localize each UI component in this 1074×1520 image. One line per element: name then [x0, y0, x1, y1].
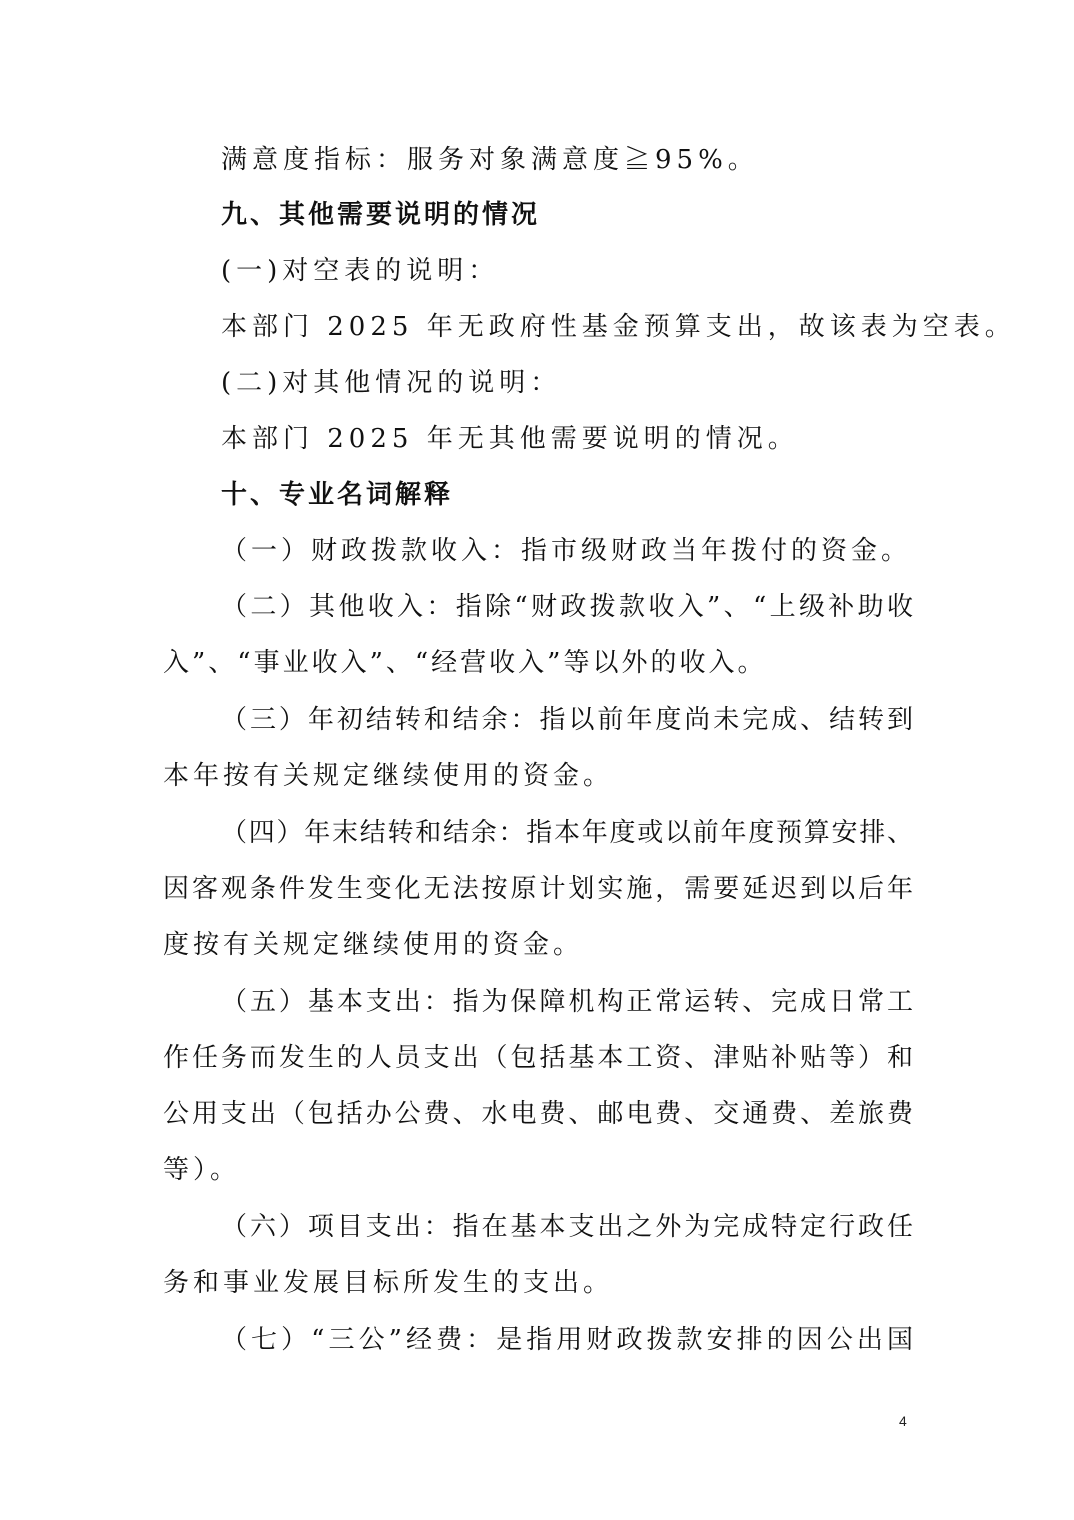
- term-4-line-1: （四）年末结转和结余：指本年度或以前年度预算安排、: [221, 818, 913, 848]
- page-number: 4: [899, 1413, 907, 1429]
- term-2-line-2: 入”、“事业收入”、“经营收入”等以外的收入。: [163, 648, 767, 678]
- term-4-line-3: 度按有关规定继续使用的资金。: [163, 930, 584, 960]
- term-3-line-2: 本年按有关规定继续使用的资金。: [163, 761, 614, 791]
- term-2-line-1: （二）其他收入：指除“财政拨款收入”、“上级补助收: [221, 592, 913, 622]
- term-6-line-2: 务和事业发展目标所发生的支出。: [163, 1268, 614, 1298]
- section-10-heading: 十、专业名词解释: [221, 480, 454, 510]
- term-4-line-2: 因客观条件发生变化无法按原计划实施，需要延迟到以后年: [163, 874, 913, 904]
- section-9-heading: 九、其他需要说明的情况: [221, 200, 541, 230]
- subsection-empty-table-heading: (一)对空表的说明：: [221, 256, 500, 286]
- term-6-line-1: （六）项目支出：指在基本支出之外为完成特定行政任: [221, 1212, 913, 1242]
- subsection-other-heading: (二)对其他情况的说明：: [221, 368, 562, 398]
- term-3-line-1: （三）年初结转和结余：指以前年度尚未完成、结转到: [221, 705, 913, 735]
- term-5-line-4: 等）。: [163, 1155, 241, 1185]
- term-5-line-2: 作任务而发生的人员支出（包括基本工资、津贴补贴等）和: [163, 1043, 913, 1073]
- empty-table-explanation: 本部门 2025 年无政府性基金预算支出，故该表为空表。: [221, 312, 1016, 342]
- term-7-line-1: （七）“三公”经费：是指用财政拨款安排的因公出国: [221, 1325, 913, 1355]
- other-explanation: 本部门 2025 年无其他需要说明的情况。: [221, 424, 799, 454]
- term-5-line-1: （五）基本支出：指为保障机构正常运转、完成日常工: [221, 987, 913, 1017]
- term-1-line-1: （一）财政拨款收入：指市级财政当年拨付的资金。: [221, 536, 912, 566]
- satisfaction-indicator-line: 满意度指标：服务对象满意度≧95%。: [221, 145, 759, 175]
- term-5-line-3: 公用支出（包括办公费、水电费、邮电费、交通费、差旅费: [163, 1099, 913, 1129]
